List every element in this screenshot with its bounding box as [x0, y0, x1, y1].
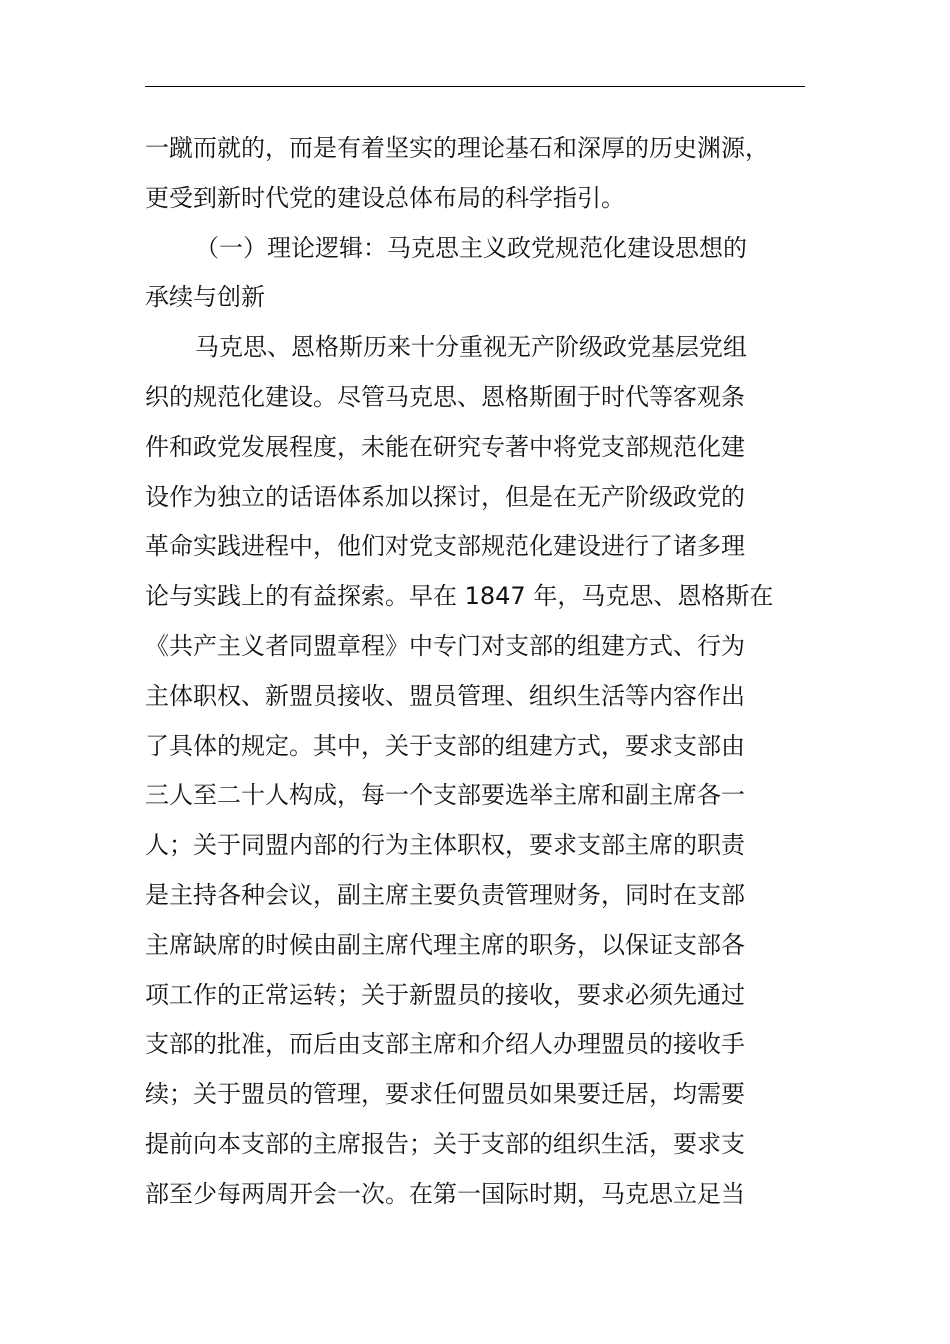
section-heading-continued: 承续与创新 [145, 283, 265, 312]
text-line: 主体职权、新盟员接收、盟员管理、组织生活等内容作出 [145, 681, 745, 710]
text-line: 部至少每两周开会一次。在第一国际时期，马克思立足当 [145, 1179, 745, 1208]
text-line: 提前向本支部的主席报告；关于支部的组织生活，要求支 [145, 1129, 745, 1158]
text-line: 更受到新时代党的建设总体布局的科学指引。 [145, 183, 625, 212]
text-line: 设作为独立的话语体系加以探讨，但是在无产阶级政党的 [145, 482, 745, 511]
text-line: 项工作的正常运转；关于新盟员的接收，要求必须先通过 [145, 980, 745, 1009]
text-line: 了具体的规定。其中，关于支部的组建方式，要求支部由 [145, 731, 745, 760]
header-rule [145, 86, 805, 87]
text-line: 是主持各种会议，副主席主要负责管理财务，同时在支部 [145, 880, 745, 909]
text-line: 人；关于同盟内部的行为主体职权，要求支部主席的职责 [145, 831, 745, 860]
document-body [145, 124, 807, 1220]
text-line: 件和政党发展程度，未能在研究专著中将党支部规范化建 [145, 432, 745, 461]
text-line: 织的规范化建设。尽管马克思、恩格斯囿于时代等客观条 [145, 382, 745, 411]
text-line: 《共产主义者同盟章程》中专门对支部的组建方式、行为 [145, 631, 745, 660]
text-line: 论与实践上的有益探索。早在 1847 年，马克思、恩格斯在 [145, 582, 774, 611]
text-line: 续；关于盟员的管理，要求任何盟员如果要迁居，均需要 [145, 1080, 745, 1109]
text-line: 主席缺席的时候由副主席代理主席的职务，以保证支部各 [145, 930, 745, 959]
text-line: 一蹴而就的，而是有着坚实的理论基石和深厚的历史渊源， [145, 134, 769, 162]
text-line: 三人至二十人构成，每一个支部要选举主席和副主席各一 [145, 781, 745, 810]
text-line: 马克思、恩格斯历来十分重视无产阶级政党基层党组 [195, 333, 747, 362]
text-line: 革命实践进程中，他们对党支部规范化建设进行了诸多理 [145, 532, 745, 561]
section-heading: （一）理论逻辑：马克思主义政党规范化建设思想的 [195, 233, 747, 262]
text-line: 支部的批准，而后由支部主席和介绍人办理盟员的接收手 [145, 1030, 745, 1059]
